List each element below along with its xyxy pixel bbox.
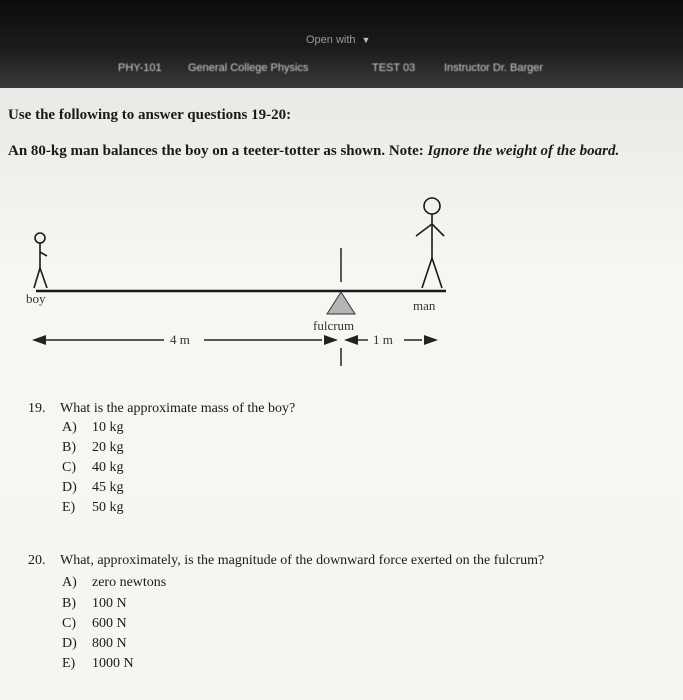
- man-label: man: [413, 298, 436, 313]
- question-number: 20.: [28, 553, 46, 568]
- problem-text: An 80-kg man balances the boy on a teeter-totter as shown. Note:: [8, 143, 428, 159]
- problem-note: Ignore the weight of the board.: [427, 143, 620, 159]
- right-distance-label: 1 m: [373, 332, 393, 347]
- boy-label: boy: [26, 291, 46, 306]
- option-letter: B): [62, 596, 76, 611]
- question-number: 19.: [28, 401, 46, 416]
- question-text: What, approximately, is the magnitude of the downward force exerted on the fulcrum?: [60, 553, 545, 568]
- option-letter: A): [62, 575, 77, 590]
- q19-option-e: [62, 500, 124, 516]
- intro-text: Use the following to answer questions 19-20:: [8, 107, 292, 123]
- instructor-name: Instructor Dr. Barger: [444, 62, 544, 74]
- open-with-label: Open with: [306, 34, 356, 46]
- option-text: 800 N: [92, 636, 127, 651]
- test-label: TEST 03: [372, 62, 416, 74]
- q19-option-b: [62, 440, 124, 456]
- option-letter: E): [62, 500, 76, 515]
- fulcrum-label: fulcrum: [313, 318, 355, 333]
- question-text: What is the approximate mass of the boy?: [60, 401, 296, 416]
- option-letter: A): [62, 420, 77, 435]
- q19-option-a: [62, 420, 124, 436]
- question-20: [28, 553, 544, 569]
- option-letter: C): [62, 616, 76, 631]
- option-text: 600 N: [92, 616, 127, 631]
- option-text: 40 kg: [92, 460, 124, 475]
- option-text: 1000 N: [92, 656, 134, 671]
- question-19: [28, 401, 295, 417]
- q20-option-c: [62, 616, 127, 632]
- man-figure-icon: [416, 198, 444, 288]
- option-text: 50 kg: [92, 500, 124, 515]
- option-letter: D): [62, 636, 77, 651]
- option-letter: C): [62, 460, 76, 475]
- fulcrum-triangle: [327, 292, 355, 314]
- q19-option-d: [62, 480, 124, 496]
- chevron-down-icon: ▼: [361, 35, 371, 45]
- left-distance-label: 4 m: [170, 332, 190, 347]
- q19-option-c: [62, 460, 124, 476]
- course-code: PHY-101: [118, 62, 162, 74]
- option-text: 100 N: [92, 596, 127, 611]
- q20-option-d: [62, 636, 127, 652]
- option-letter: E): [62, 656, 76, 671]
- q20-option-b: [62, 596, 127, 612]
- boy-figure-icon: [34, 233, 47, 288]
- option-letter: D): [62, 480, 77, 495]
- q20-option-e: [62, 656, 134, 672]
- course-name: General College Physics: [188, 62, 309, 74]
- q20-option-a: [62, 575, 166, 591]
- option-text: 45 kg: [92, 480, 124, 495]
- option-text: zero newtons: [92, 575, 167, 590]
- option-letter: B): [62, 440, 76, 455]
- option-text: 10 kg: [92, 420, 124, 435]
- option-text: 20 kg: [92, 440, 124, 455]
